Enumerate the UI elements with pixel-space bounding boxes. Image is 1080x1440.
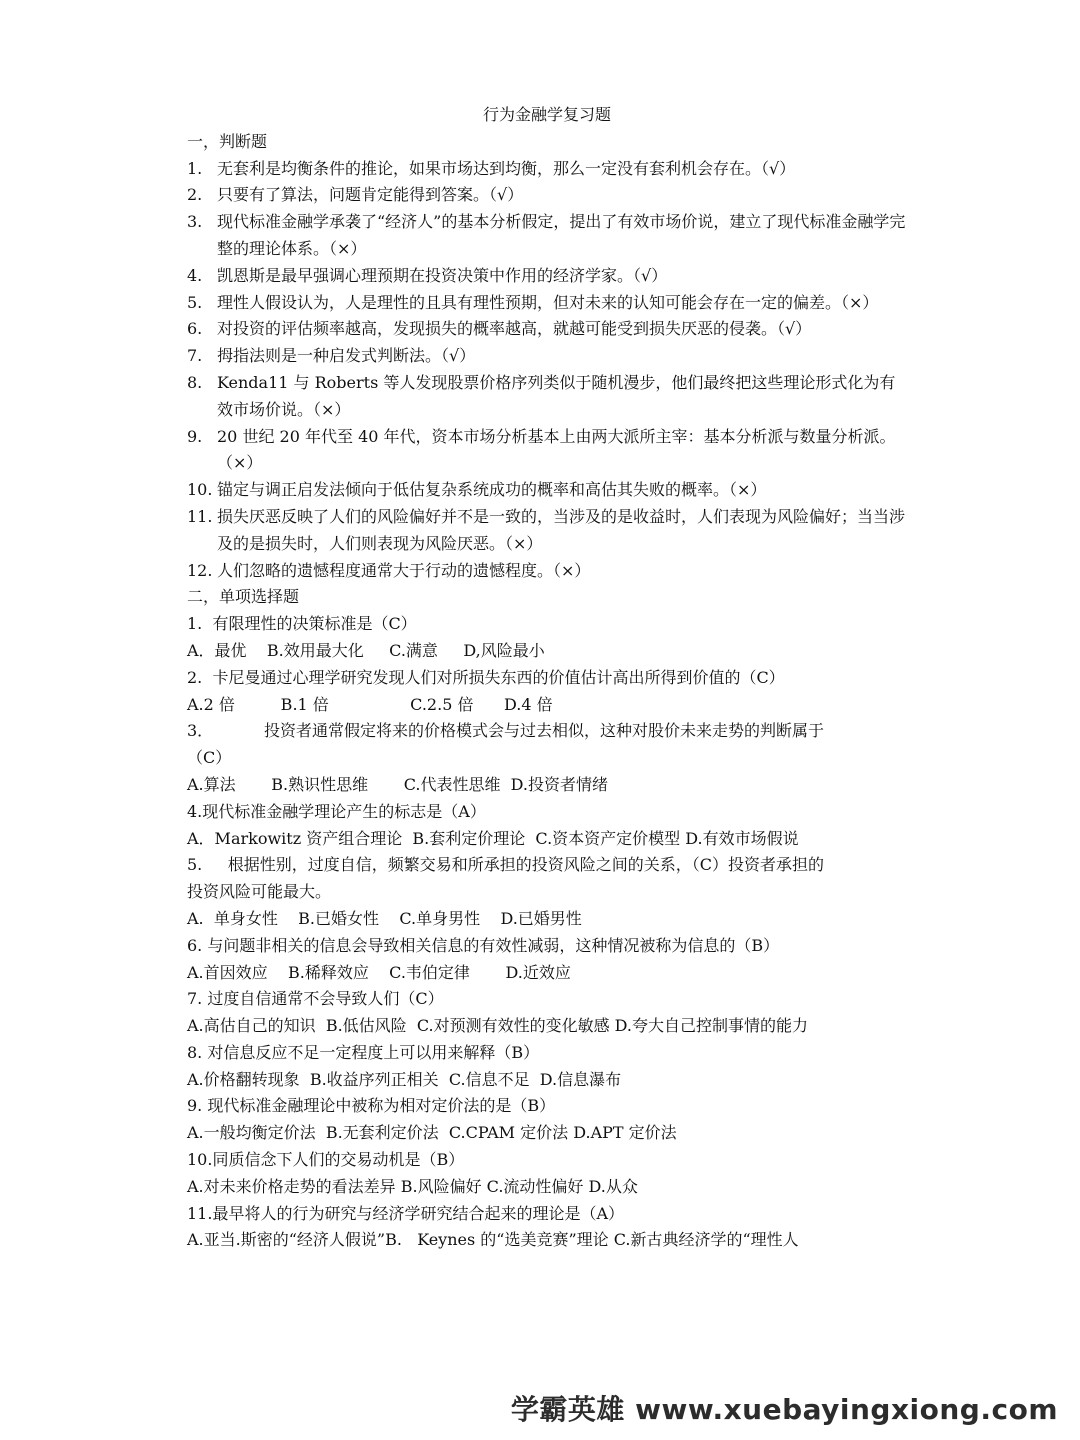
item-text: 损失厌恶反映了人们的风险偏好并不是一致的，当涉及的是收益时，人们表现为风险偏好；当当涉及的是损失时，人们则表现为风险厌恶。（×）	[217, 506, 906, 553]
judgment-item	[187, 343, 907, 370]
item-text: 20 世纪 20 年代至 40 年代，资本市场分析基本上由两大派所主宰：基本分析派与数量分析派。（×）	[217, 426, 896, 473]
judgment-item	[187, 182, 907, 209]
single-choice-list	[187, 611, 907, 1254]
question-line: A.算法 B.熟识性思维 C.代表性思维 D.投资者情绪	[187, 774, 608, 794]
judgment-item	[187, 316, 907, 343]
document-page	[187, 102, 907, 1254]
item-number: 4.	[187, 265, 203, 285]
question-line: A. 单身女性 B.已婚女性 C.单身男性 D.已婚男性	[187, 908, 582, 928]
question-line: 1. 有限理性的决策标准是（C）	[187, 614, 417, 634]
question-line: 11.最早将人的行为研究与经济学研究结合起来的理论是（A）	[187, 1203, 625, 1223]
question-line: A.亚当.斯密的“经济人假说”B. Keynes 的“选美竞赛”理论 C.新古典经济学的“理性人	[187, 1230, 799, 1250]
item-text: 锚定与调正启发法倾向于低估复杂系统成功的概率和高估其失败的概率。（×）	[217, 480, 767, 500]
judgment-item	[187, 209, 907, 263]
item-number: 12.	[187, 560, 213, 580]
judgment-item	[187, 477, 907, 504]
item-number: 11.	[187, 506, 213, 526]
true-false-list	[187, 156, 907, 585]
judgment-item	[187, 370, 907, 424]
section-heading-single-choice: 二，单项选择题	[187, 587, 300, 607]
question-line: 9. 现代标准金融理论中被称为相对定价法的是（B）	[187, 1096, 556, 1116]
question-line: 2. 卡尼曼通过心理学研究发现人们对所损失东西的价值估计高出所得到价值的（C）	[187, 667, 785, 687]
judgment-item	[187, 558, 907, 585]
document-title: 行为金融学复习题	[482, 105, 611, 124]
question-line: A.一般均衡定价法 B.无套利定价法 C.CPAM 定价法 D.APT 定价法	[187, 1123, 677, 1143]
question-line: 10.同质信念下人们的交易动机是（B）	[187, 1150, 465, 1170]
item-number: 7.	[187, 346, 203, 366]
item-text: 拇指法则是一种启发式判断法。（√）	[217, 346, 476, 366]
question-line: 5. 根据性别，过度自信，频繁交易和所承担的投资风险之间的关系，（C）投资者承担的	[187, 855, 824, 875]
question-line: （C）	[187, 748, 232, 768]
item-text: 理性人假设认为，人是理性的且具有理性预期，但对未来的认知可能会存在一定的偏差。（×）	[217, 292, 879, 312]
judgment-item	[187, 290, 907, 317]
item-text: 无套利是均衡条件的推论，如果市场达到均衡，那么一定没有套利机会存在。（√）	[217, 158, 796, 178]
judgment-item	[187, 424, 907, 478]
question-line: A.2 倍 B.1 倍 C.2.5 倍 D.4 倍	[187, 694, 553, 714]
item-number: 9.	[187, 426, 203, 446]
question-line: 6. 与问题非相关的信息会导致相关信息的有效性减弱，这种情况被称为信息的（B）	[187, 935, 780, 955]
item-number: 5.	[187, 292, 203, 312]
item-text: 凯恩斯是最早强调心理预期在投资决策中作用的经济学家。（√）	[217, 265, 668, 285]
item-text: 现代标准金融学承袭了“经济人”的基本分析假定，提出了有效市场价说，建立了现代标准金融学完整的理论体系。（×）	[217, 212, 906, 258]
item-text: Kenda11 与 Roberts 等人发现股票价格序列类似于随机漫步，他们最终把这些理论形式化为有效市场价说。（×）	[217, 372, 896, 419]
question-line: A.价格翻转现象 B.收益序列正相关 C.信息不足 D.信息瀑布	[187, 1069, 622, 1089]
question-line: A．最优 B.效用最大化 C.满意 D,风险最小	[187, 640, 545, 660]
judgment-item	[187, 504, 907, 558]
item-text: 人们忽略的遗憾程度通常大于行动的遗憾程度。（×）	[217, 560, 591, 580]
question-line: 投资风险可能最大。	[187, 882, 332, 902]
question-line: A.高估自己的知识 B.低估风险 C.对预测有效性的变化敏感 D.夸大自己控制事情的能力	[187, 1016, 809, 1036]
judgment-item	[187, 263, 907, 290]
question-line: 8. 对信息反应不足一定程度上可以用来解释（B）	[187, 1042, 540, 1062]
judgment-item	[187, 156, 907, 183]
watermark: 学霸英雄 www.xuebayingxiong.com	[510, 1393, 1058, 1426]
section-heading-true-false: 一，判断题	[187, 131, 268, 151]
item-number: 10.	[187, 480, 213, 500]
item-number: 6.	[187, 319, 203, 339]
question-line: 4.现代标准金融学理论产生的标志是（A）	[187, 801, 486, 821]
question-line: A.首因效应 B.稀释效应 C.韦伯定律 D.近效应	[187, 962, 571, 982]
question-line: A.对未来价格走势的看法差异 B.风险偏好 C.流动性偏好 D.从众	[187, 1176, 638, 1196]
question-line: 3． 投资者通常假定将来的价格模式会与过去相似，这种对股价未来走势的判断属于	[187, 721, 825, 741]
item-text: 对投资的评估频率越高，发现损失的概率越高，就越可能受到损失厌恶的侵袭。（√）	[217, 319, 812, 339]
item-number: 3.	[187, 212, 203, 232]
item-number: 2.	[187, 185, 203, 205]
question-line: 7. 过度自信通常不会导致人们（C）	[187, 989, 444, 1009]
item-number: 8.	[187, 372, 203, 392]
item-number: 1.	[187, 158, 203, 178]
question-line: A．Markowitz 资产组合理论 B.套利定价理论 C.资本资产定价模型 D.有效市场假说	[187, 828, 799, 848]
item-text: 只要有了算法，问题肯定能得到答案。（√）	[217, 185, 524, 205]
